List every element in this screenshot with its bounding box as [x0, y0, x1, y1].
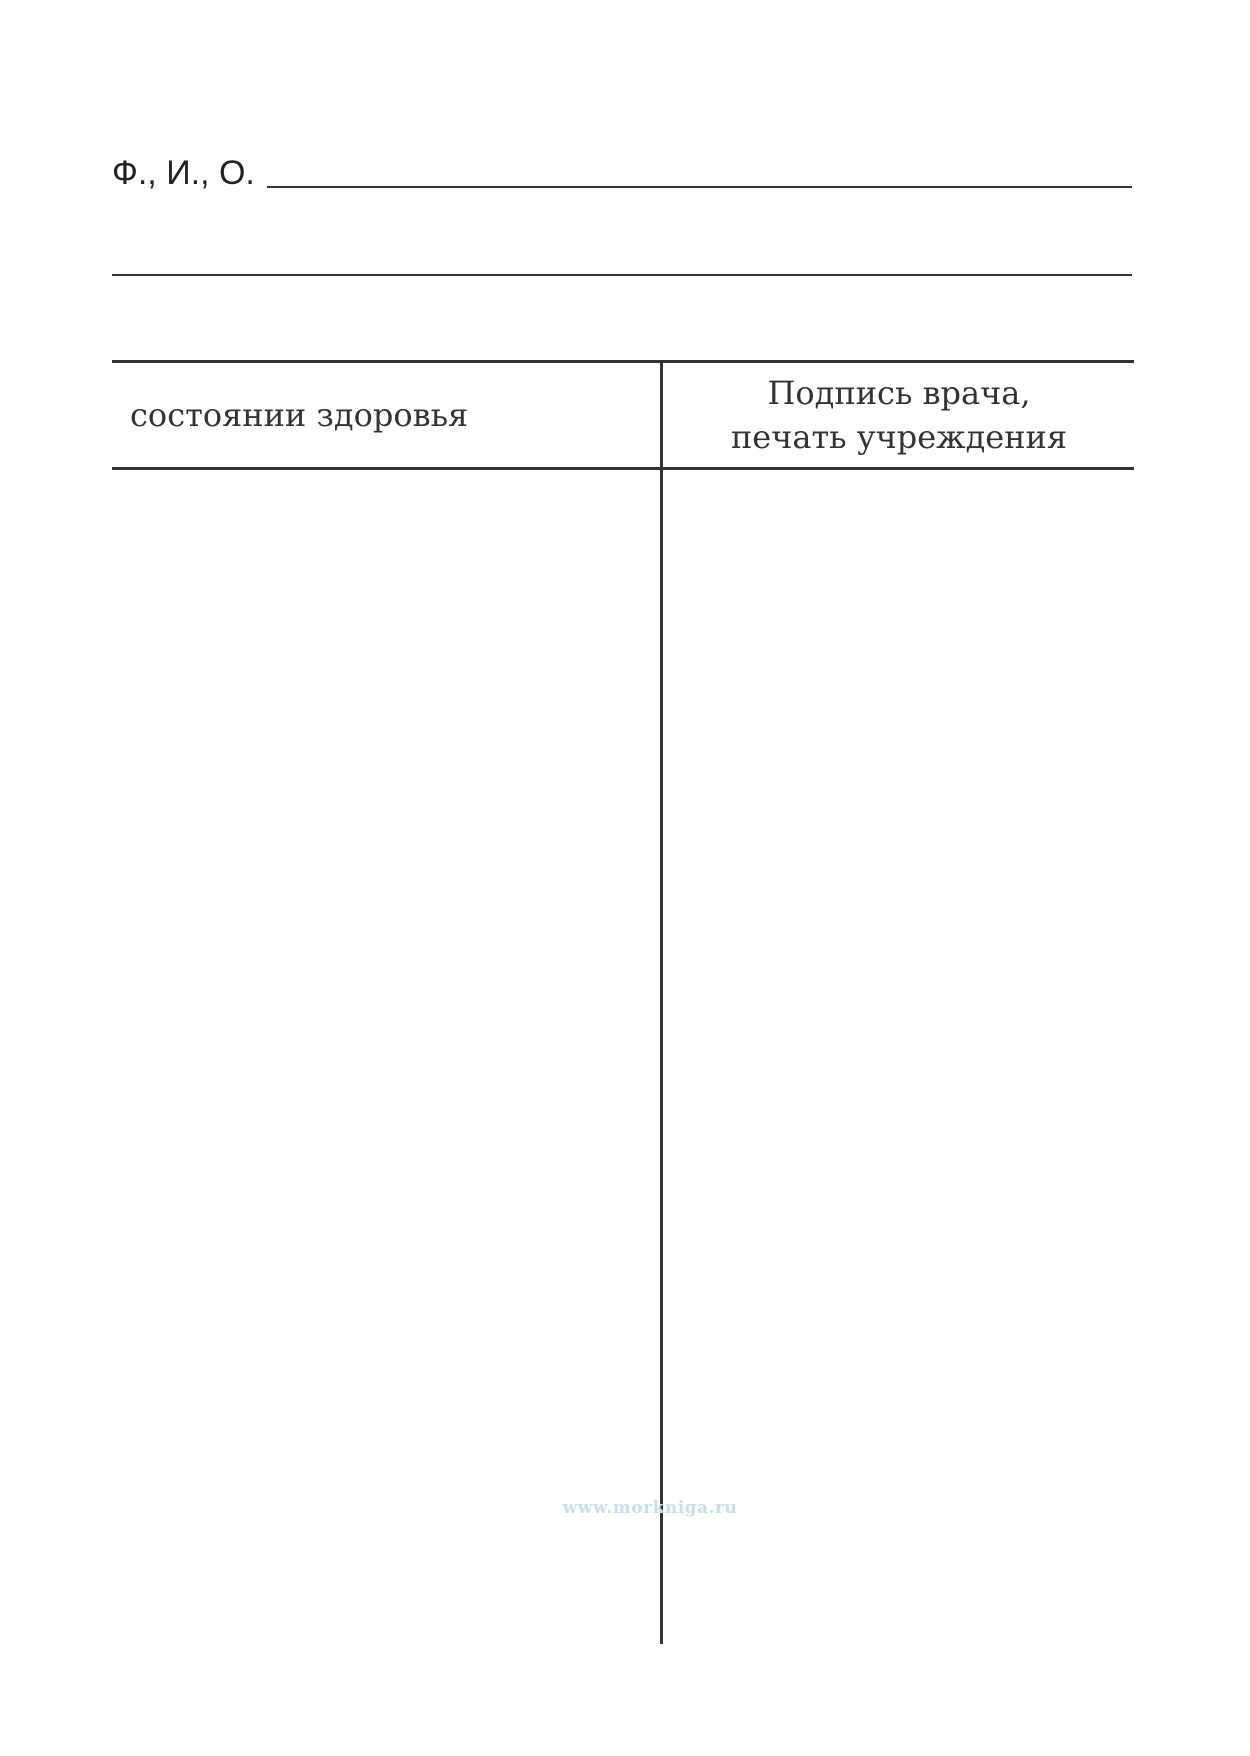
column-header-health-status-label: состоянии здоровья — [130, 396, 469, 434]
table-header-divider — [112, 467, 1134, 470]
fio-continuation-line[interactable] — [112, 274, 1132, 276]
fio-row — [112, 148, 1132, 192]
fio-label: Ф., И., О. — [112, 154, 255, 192]
table-column-divider — [660, 360, 663, 1644]
fio-fill-line[interactable] — [267, 186, 1132, 188]
column-header-signature-line1: Подпись врача, — [767, 374, 1031, 412]
column-header-signature-line2: печать учреждения — [730, 418, 1068, 456]
column-header-doctor-signature — [664, 363, 1134, 467]
watermark: www.morkniga.ru — [562, 1498, 738, 1518]
column-header-health-status — [130, 363, 650, 467]
